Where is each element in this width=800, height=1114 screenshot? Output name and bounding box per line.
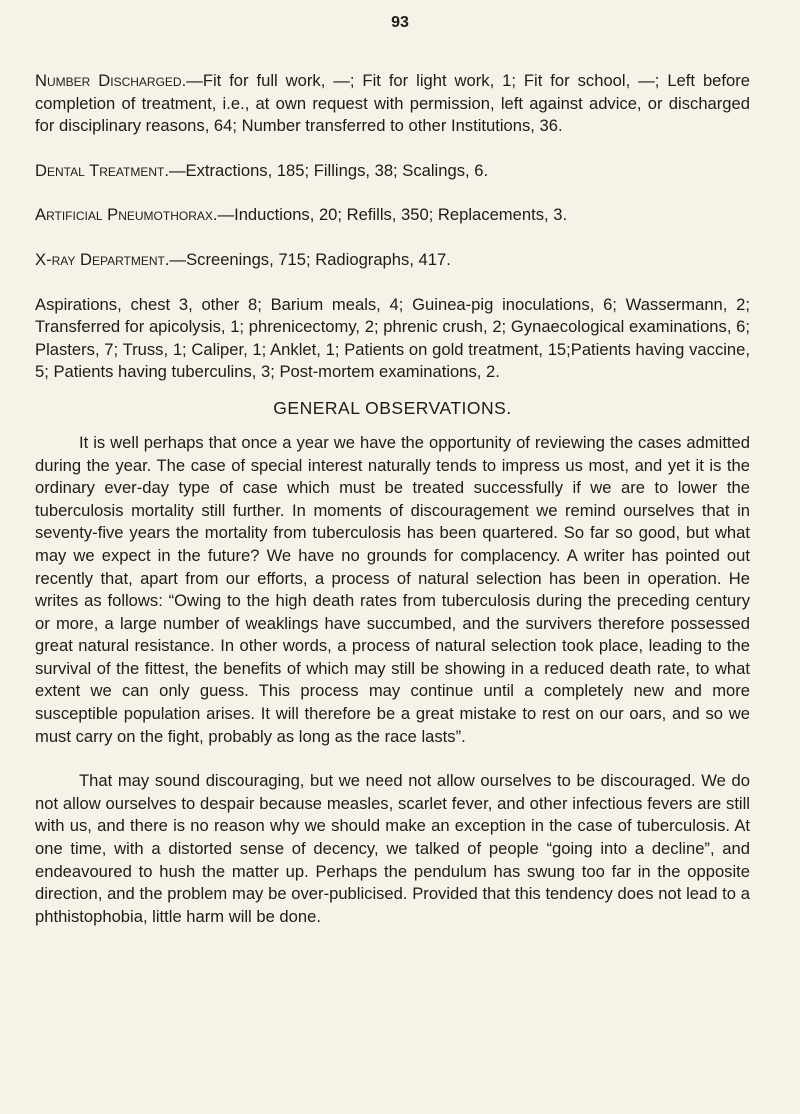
dental-treatment-text: —Extractions, 185; Fillings, 38; Scalings, 6.: [168, 160, 489, 180]
number-discharged-paragraph: [35, 70, 750, 138]
section-heading: GENERAL OBSERVATIONS.: [273, 397, 512, 418]
observations-paragraph-1: It is well perhaps that once a year we have the opportunity of reviewing the cases admitted during the year. The case of special interest naturally tends to impress us most, and yet it is the ordinary ever-day type of case which must be treated successfully if we are to lower the tuberculosis mortality still further. In moments of discouragement we remind ourselves that in seventy-five years the mortality from tuberculosis has been quartered. So far so good, but what may we expect in the future? We have no grounds for complacency. A writer has pointed out recently that, apart from our efforts, a process of natural selection has been in operation. He writes as follows: “Owing to the high death rates from tuberculosis during the preceding century or more, a large number of weaklings have succumbed, and the survivers therefore possessed great natural resistance. In other words, a process of natural selection took place, leading to the survival of the fittest, the benefits of which may still be showing in a reduced death rate, to what extent we can only guess. This process may continue until a completely new and more susceptible population arises. It will therefore be a great mistake to rest on our oars, and so we must carry on the fight, probably as long as the race lasts”.: [35, 432, 750, 746]
dental-treatment-paragraph: [35, 160, 750, 183]
observations-paragraph-2: That may sound discouraging, but we need not allow ourselves to be discouraged. We do not allow ourselves to despair because measles, scarlet fever, and other infectious fevers are still with us, and there is no reason why we should make an exception in the case of tuberculosis. At one time, with a distorted sense of decency, we talked of people “going into a decline”, and endeavoured to hush the matter up. Perhaps the pendulum has swung too far in the opposite direction, and the problem may be over-publicised. Provided that this tendency does not lead to a phthistophobia, little harm will be done.: [35, 771, 750, 926]
xray-label: X-ray Department.: [35, 249, 170, 269]
pneumothorax-label: Artificial Pneumothorax.: [35, 205, 218, 225]
pneumothorax-text: —Inductions, 20; Refills, 350; Replacements, 3.: [217, 205, 568, 225]
xray-text: —Screenings, 715; Radiographs, 417.: [169, 249, 451, 269]
page-content: [35, 70, 750, 928]
aspirations-paragraph: Aspirations, chest 3, other 8; Barium meals, 4; Guinea-pig inoculations, 6; Wassermann, 2; Transferred for apicolysis, 1; phrenicectomy, 2; phrenic crush, 2; Gynaecological examinations, 6; Plasters, 7; Truss, 1; Caliper, 1; Anklet, 1; Patients on gold treatment, 15;Patients having vaccine, 5; Patients having tuberculins, 3; Post-mortem examinations, 2.: [35, 294, 750, 382]
xray-paragraph: [35, 249, 750, 272]
pneumothorax-paragraph: [35, 204, 750, 227]
number-discharged-text: —Fit for full work, —; Fit for light work, 1; Fit for school, —; Left before completion of treatment, i.e., at own request with permission, left against advice, or discharged for disciplinary reasons, 64; Number transferred to other Institutions, 36.: [35, 71, 750, 136]
number-discharged-label: Number Discharged.: [35, 71, 187, 90]
dental-treatment-label: Dental Treatment.: [35, 160, 169, 180]
page-number: 93: [391, 14, 409, 31]
